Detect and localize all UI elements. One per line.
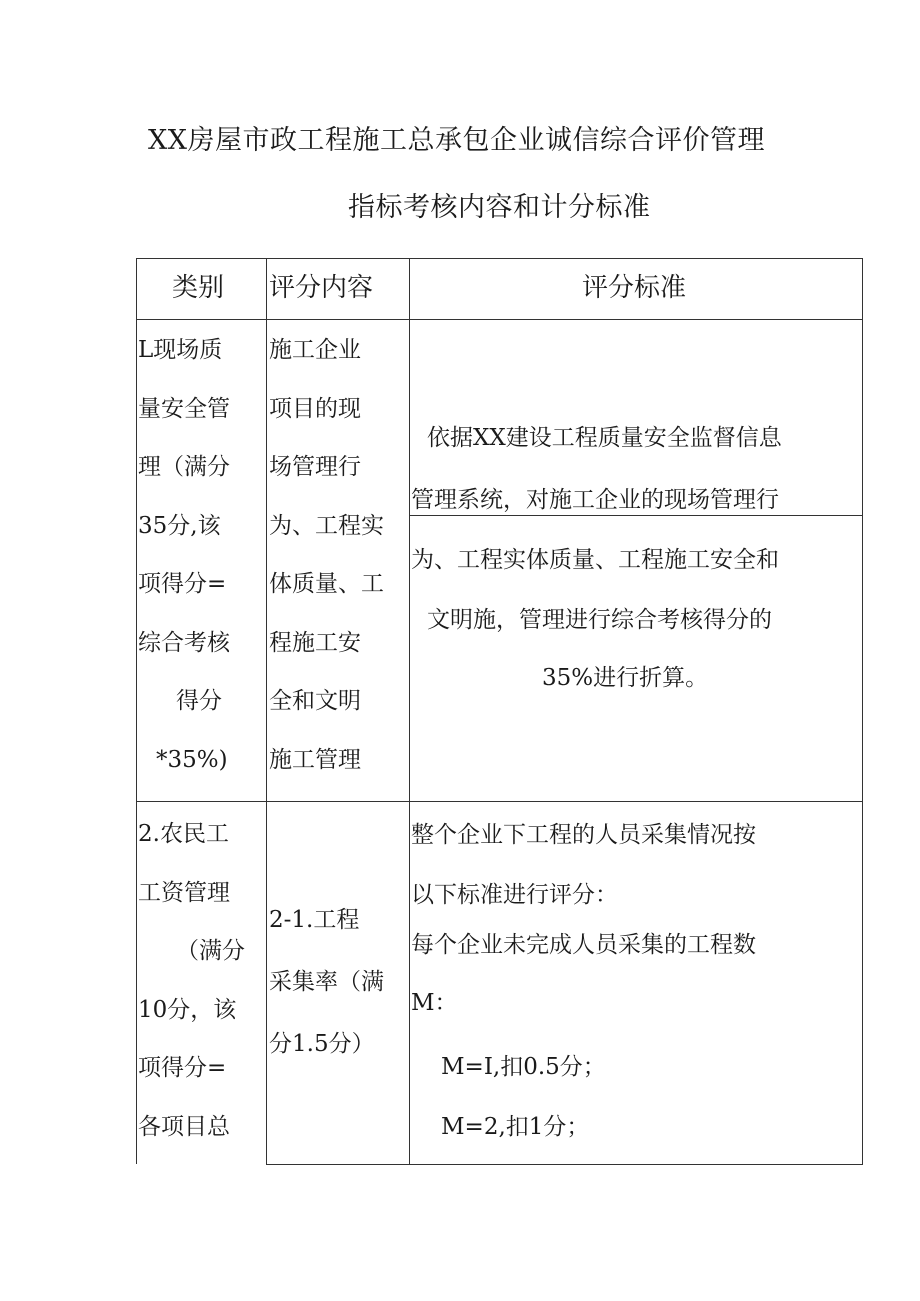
text-line: 施工管理 <box>269 746 361 773</box>
row1-standard-line3: 为、工程实体质量、工程施工安全和 <box>411 547 779 573</box>
text-line: 施工企业 <box>269 337 361 363</box>
text-line: 项得分= <box>138 1055 227 1081</box>
table-border-bottom <box>266 1164 863 1165</box>
text-line: 体质量、工 <box>269 571 384 597</box>
table-col-divider-2 <box>409 258 410 1165</box>
row1-standard-line2: 管理系统，对施工企业的现场管理行 <box>411 487 779 513</box>
text-line: 得分 <box>176 688 222 714</box>
text-line: 整个企业下工程的人员采集情况按 <box>411 822 756 848</box>
text-line: M： <box>411 990 458 1016</box>
text-line: 理（满分 <box>138 454 230 480</box>
text-line: M=I,扣0.5分； <box>441 1054 606 1080</box>
text-line: 工资管理 <box>138 879 230 906</box>
row1-standard-line4: 文明施，管理进行综合考核得分的 <box>427 607 772 633</box>
table-col-divider-1 <box>266 258 267 1165</box>
text-line: 2.农民工 <box>138 821 229 847</box>
text-line: 程施工安 <box>269 629 361 656</box>
row1-standard-line5: 35%进行折算。 <box>542 665 709 691</box>
text-line: 每个企业未完成人员采集的工程数 <box>411 932 756 958</box>
text-line: 以下标准进行评分： <box>411 882 618 908</box>
text-line: 2-1.工程 <box>269 907 360 933</box>
text-line: 为、工程实 <box>269 512 384 539</box>
text-line: L现场质 <box>138 337 223 363</box>
text-line: 全和文明 <box>269 688 361 714</box>
row1-category <box>138 321 230 789</box>
header-content: 评分内容 <box>269 273 374 303</box>
table-border-right <box>862 258 863 1165</box>
text-line: 采集率（满 <box>269 969 384 995</box>
row2-content <box>269 889 384 1075</box>
row2-standard <box>411 805 756 1157</box>
text-line: 量安全管 <box>138 395 230 422</box>
text-line: 35分,该 <box>138 512 221 539</box>
table-header-divider <box>136 319 863 320</box>
table-border-left <box>136 258 137 1164</box>
text-line: 项目的现 <box>269 395 361 422</box>
header-standard: 评分标准 <box>582 273 687 303</box>
table-border-top <box>136 258 863 259</box>
text-line: *35%) <box>156 746 228 773</box>
text-line: 项得分= <box>138 571 227 597</box>
text-line: 场管理行 <box>269 454 361 480</box>
page-subtitle: 指标考核内容和计分标准 <box>348 192 651 223</box>
row2-category <box>138 805 245 1156</box>
text-line: M=2,扣1分； <box>441 1114 590 1140</box>
table-row-divider <box>136 801 863 802</box>
text-line: 分1.5分） <box>269 1031 375 1057</box>
text-line: 综合考核 <box>138 629 230 656</box>
row1-content <box>269 321 384 789</box>
header-category: 类别 <box>172 273 225 303</box>
text-line: （满分 <box>176 938 245 964</box>
row1-standard-line1: 依据XX建设工程质量安全监督信息 <box>427 425 782 451</box>
text-line: 10分，该 <box>138 996 237 1023</box>
text-line: 各项目总 <box>138 1113 230 1140</box>
page-title: XX房屋市政工程施工总承包企业诚信综合评价管理 <box>148 125 765 156</box>
